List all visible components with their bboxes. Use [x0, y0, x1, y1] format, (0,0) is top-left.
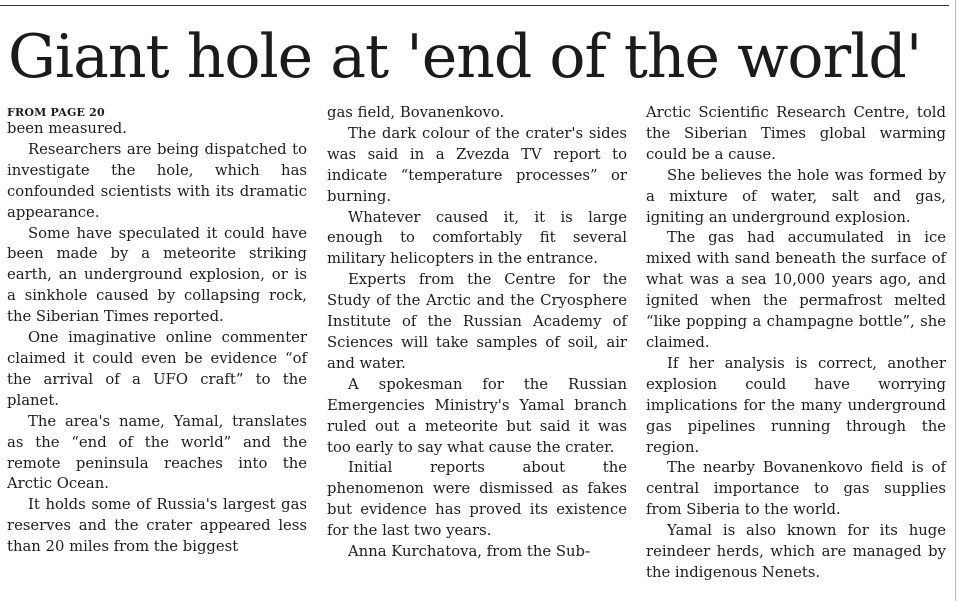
paragraph: It holds some of Russia's largest gas reserves and the crater appeared less than 20 miles from the biggest — [7, 496, 307, 556]
paragraph: Yamal is also known for its huge reindeer herds, which are managed by the indigenous Nenets. — [646, 522, 946, 581]
article-column-2 — [327, 104, 627, 563]
paragraph: gas field, Bovanenkovo. — [327, 104, 505, 121]
paragraph: The area's name, Yamal, translates as the “end of the world” and the remote peninsula reaches into the Arctic Ocean. — [7, 412, 307, 493]
paragraph: The gas had accumulated in ice mixed with sand beneath the surface of what was a sea 10,000 years ago, and ignited when the permafrost melted “like popping a champagne bottle”, she claimed. — [646, 229, 946, 351]
top-rule — [0, 5, 949, 6]
paragraph: Whatever caused it, it is large enough to comfortably fit several military helicopters in the entrance. — [327, 208, 627, 268]
paragraph: Some have speculated it could have been made by a meteorite striking earth, an underground explosion, or is a sinkhole caused by collapsing rock, the Siberian Times reported. — [7, 224, 307, 326]
paragraph: She believes the hole was formed by a mixture of water, salt and gas, igniting an underground explosion. — [646, 166, 946, 226]
article-column-3 — [646, 104, 946, 584]
paragraph: Arctic Scientific Research Centre, told the Siberian Times global warming could be a cause. — [646, 104, 946, 163]
paragraph: One imaginative online commenter claimed it could even be evidence “of the arrival of a UFO craft” to the planet. — [7, 329, 307, 409]
paragraph: The nearby Bovanenkovo field is of central importance to gas supplies from Siberia to the world. — [646, 459, 946, 519]
paragraph: A spokesman for the Russian Emergencies Ministry's Yamal branch ruled out a meteorite but said it was too early to say what cause the crater. — [327, 375, 627, 456]
paragraph: Researchers are being dispatched to investigate the hole, which has confounded scientists with its dramatic appearance. — [7, 140, 307, 221]
paragraph: Experts from the Centre for the Study of the Arctic and the Cryosphere Institute of the Russian Academy of Sciences will take samples of soil, air and water. — [327, 271, 627, 372]
paragraph: The dark colour of the crater's sides was said in a Zvezda TV report to indicate “temperature processes” or burning. — [327, 124, 627, 205]
paragraph: been measured. — [7, 120, 127, 137]
paragraph: Anna Kurchatova, from the Sub- — [348, 543, 590, 561]
paragraph: If her analysis is correct, another explosion could have worrying implications for the many underground gas pipelines running through the region. — [646, 354, 946, 456]
paragraph: Initial reports about the phenomenon were dismissed as fakes but evidence has proved its existence for the last two years. — [327, 459, 627, 540]
jump-line: FROM PAGE 20 — [7, 106, 105, 119]
column-edge-rule — [955, 0, 956, 601]
article-column-1 — [7, 104, 307, 558]
headline: Giant hole at 'end of the world' — [8, 22, 922, 92]
